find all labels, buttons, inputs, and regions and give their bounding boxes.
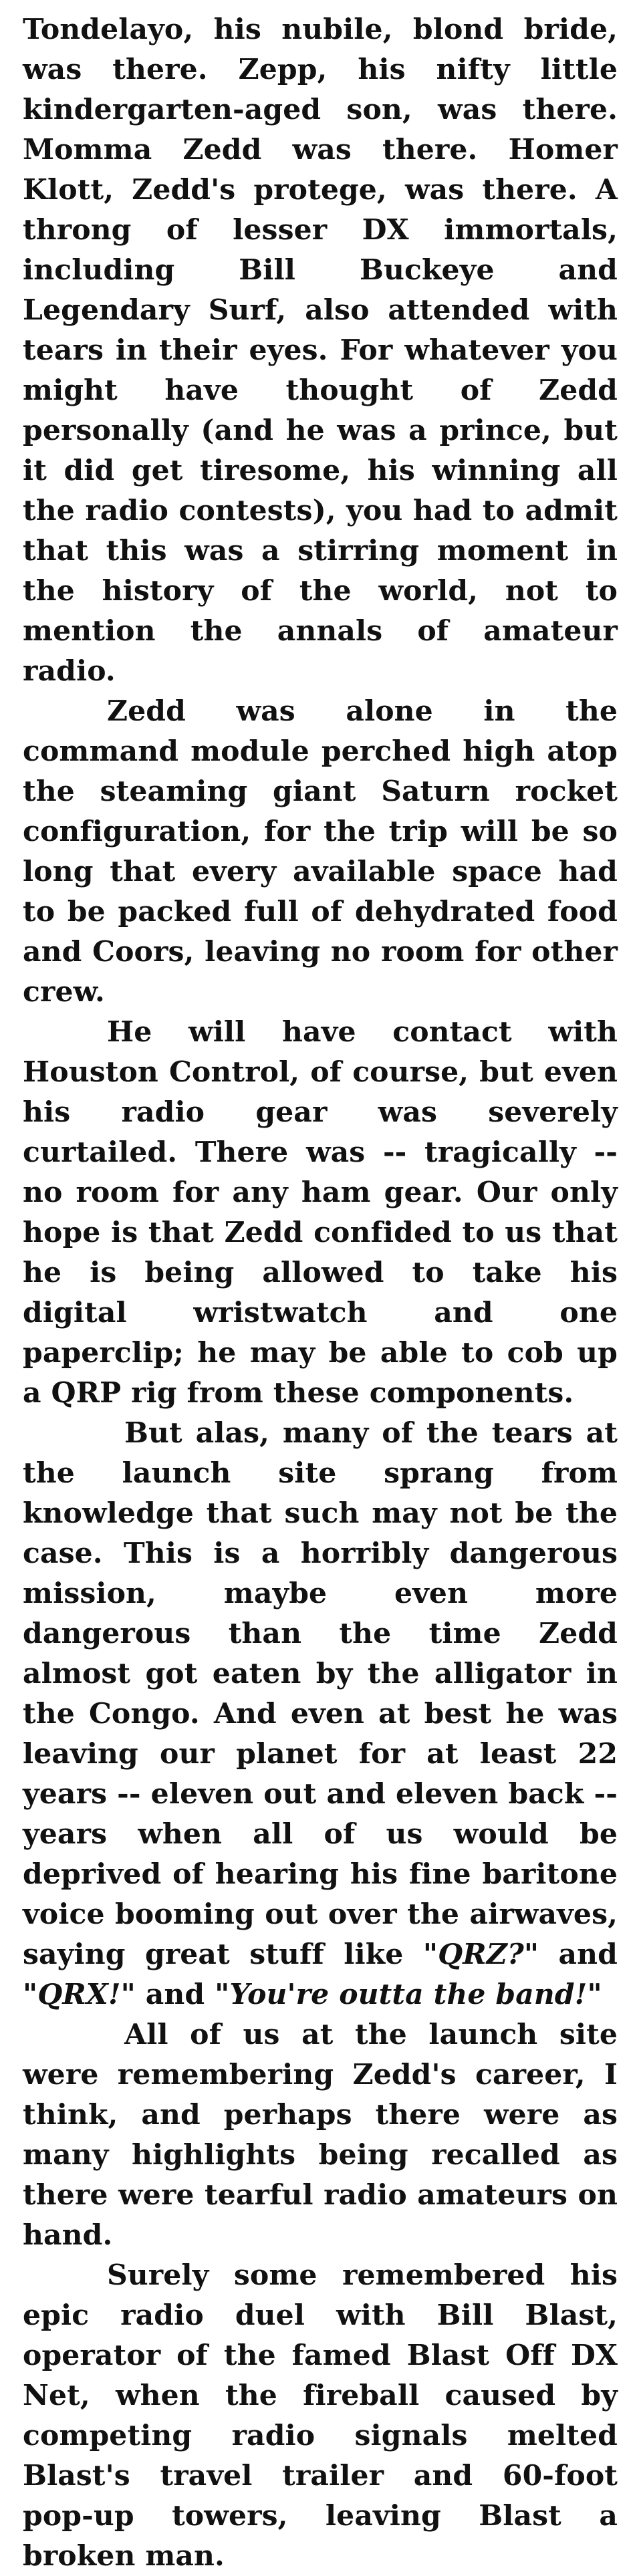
paragraph-radio-duel: Surely some remembered his epic radio duel with Bill Blast, operator of the famed Blast Off DX Net, when the fireball caused by competing radio signals melted Blast's travel trailer and 60-foot pop-up towers, leaving Blast a broken man. (23, 2259, 618, 2573)
article-column (23, 9, 618, 2576)
quote-qrx: QRX! (37, 1978, 121, 2011)
paragraph-text: " and " (120, 1978, 230, 2011)
quote-qrz: QRZ? (438, 1938, 524, 1971)
quote-outta-band: You're outta the band! (229, 1978, 588, 2011)
paragraph-text: " (587, 1978, 602, 2011)
paragraph-zedd-career: All of us at the launch site were remembering Zedd's career, I think, and perhaps there were as many highlights being recalled as there were tearful radio amateurs on hand. (23, 2018, 618, 2252)
paragraph-command-module: Zedd was alone in the command module perched high atop the steaming giant Saturn rocket configuration, for the trip will be so long that every available space had to be packed full of dehydrated food and Coors, leaving no room for other crew. (23, 694, 618, 1009)
paragraph-dangerous-mission (23, 1413, 618, 2015)
paragraph-text: " and " (23, 1938, 618, 2011)
paragraph-radio-contact: He will have contact with Houston Control, of course, but even his radio gear was severely curtailed. There was -- tragically -- no room for any ham gear. Our only hope is that Zedd confided to us that he is being allowed to take his digital wristwatch and one paperclip; he may be able to cob up a QRP rig from these components. (23, 1015, 618, 1410)
paragraph-launch-crowd: Tondelayo, his nubile, blond bride, was there. Zepp, his nifty little kindergarten-aged son, was there. Momma Zedd was there. Homer Klott, Zedd's protege, was there. A throng of lesser DX immortals, including Bill Buckeye and Legendary Surf, also attended with tears in their eyes. For whatever you might have thought of Zedd personally (and he was a prince, but it did get tiresome, his winning all the radio contests), you had to admit that this was a stirring moment in the history of the world, not to mention the annals of amateur radio. (23, 13, 618, 688)
paragraph-text: But alas, many of the tears at the launch site sprang from knowledge that such may not be the case. This is a horribly dangerous mission, maybe even more dangerous than the time Zedd almost got eaten by the alligator in the Congo. And even at best he was leaving our planet for at least 22 years -- eleven out and eleven back -- years when all of us would be deprived of hearing his fine baritone voice booming out over the airwaves, saying great stuff like " (23, 1416, 618, 1971)
